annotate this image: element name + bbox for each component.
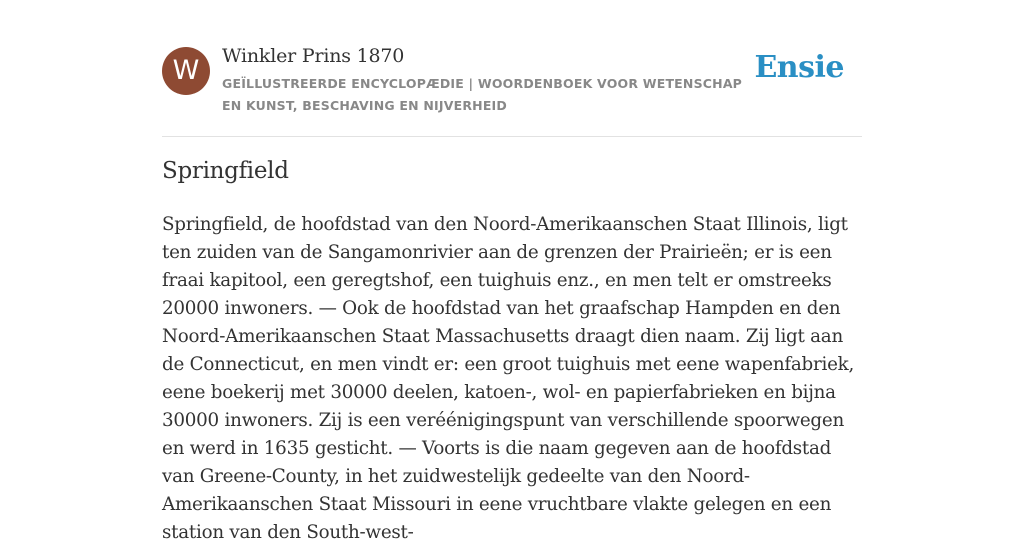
entry-body: Springfield, de hoofdstad van den Noord-Amerikaanschen Staat Illinois, ligt ten zuiden van de Sangamonrivier aan de grenzen der Prairieën; er is een fraai kapitool, een geregtshof, een tuighuis enz., en men telt er omstreeks 20000 inwoners. — Ook de hoofdstad van het graafschap Hampden en den Noord-Amerikaanschen Staat Massachusetts draagt dien naam. Zij ligt aan de Connecticut, en men vindt er: een groot tuighuis met eene wapenfabriek, eene boekerij met 30000 deelen, katoen-, wol- en papierfabrieken en bijna 30000 inwoners. Zij is een veréénigingspunt van verschillende spoorwegen en werd in 1635 gesticht. — Voorts is die naam gegeven aan de hoofdstad van Greene-County, in het zuidwestelijk gedeelte van den Noord-Amerikaanschen Staat Missouri in eene vruchtbare vlakte gelegen en een station van den South-west- bbox=[162, 214, 855, 543]
ensie-logo[interactable]: Ensie bbox=[754, 50, 844, 85]
entry-title: Springfield bbox=[162, 158, 289, 184]
source-subtitle: GEÏLLUSTREERDE ENCYCLOPÆDIE | WOORDENBOEK VOOR WETENSCHAP EN KUNST, BESCHAVING EN NIJVERHEID bbox=[222, 76, 743, 113]
source-header bbox=[162, 44, 862, 137]
source-avatar[interactable]: W bbox=[162, 47, 210, 95]
source-title[interactable]: Winkler Prins 1870 bbox=[222, 45, 405, 67]
